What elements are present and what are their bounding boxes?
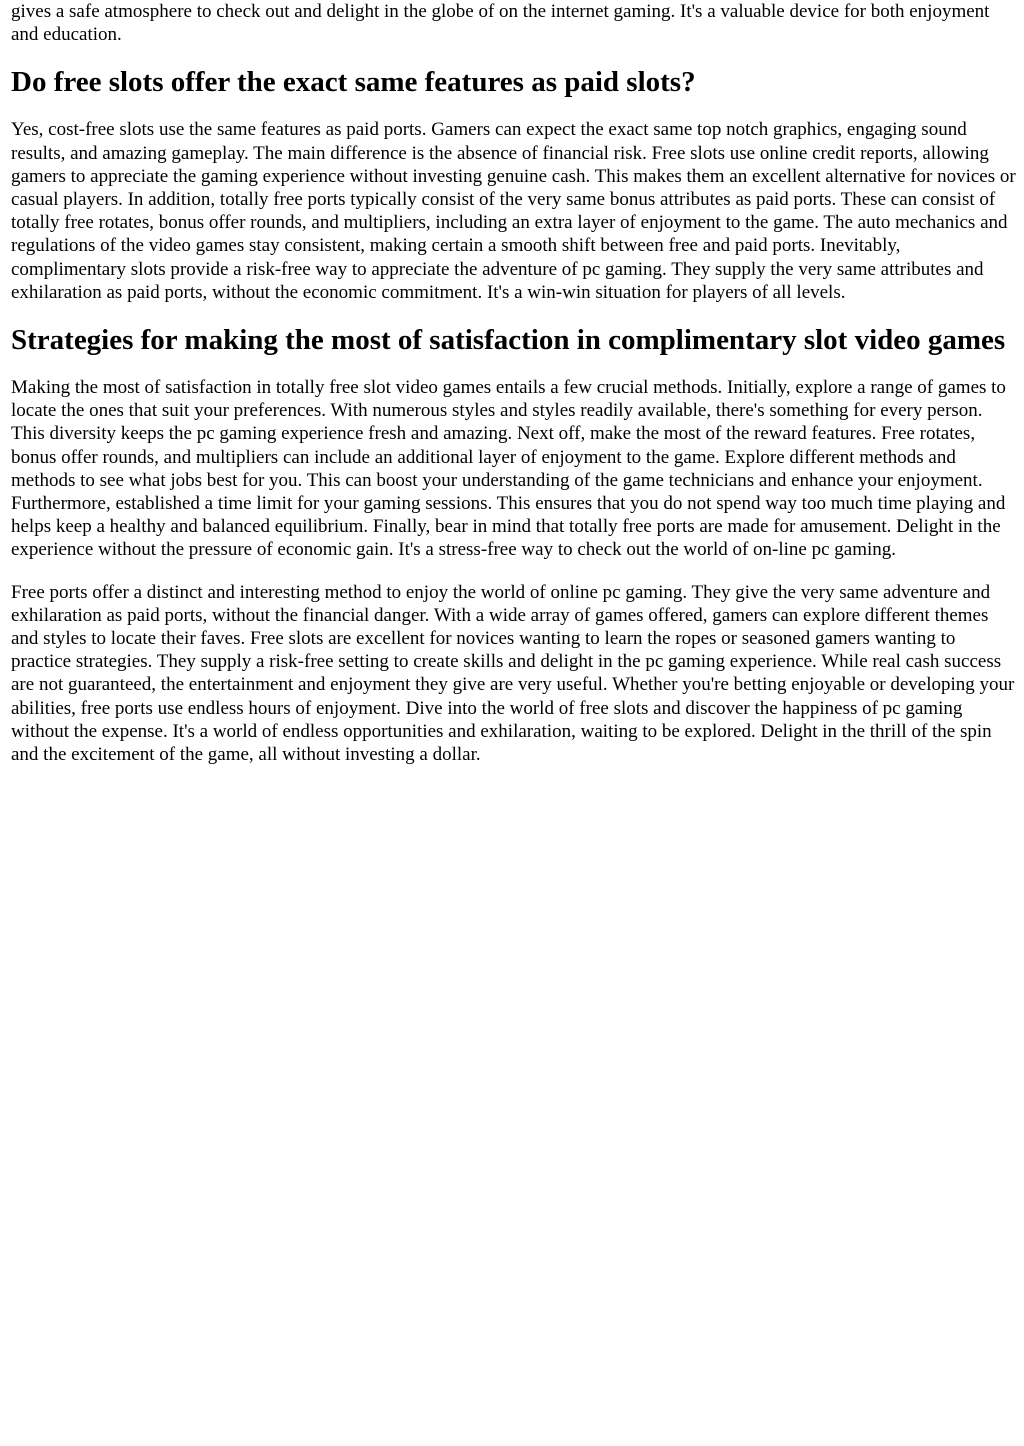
intro-paragraph-fragment: gives a safe atmosphere to check out and delight in the globe of on the internet gaming. It's a valuable device for both enjoyment and education. (11, 1, 990, 46)
section-paragraph-free-vs-paid: Yes, cost-free slots use the same features as paid ports. Gamers can expect the exact same top notch graphics, engaging sound results, and amazing gameplay. The main difference is the absence of financial risk. Free slots use online credit reports, allowing gamers to appreciate the gaming experience without investing genuine cash. This makes them an excellent alternative for novices or casual players. In addition, totally free ports typically consist of the very same bonus attributes as paid ports. These can consist of totally free rotates, bonus offer rounds, and multipliers, including an extra layer of enjoyment to the game. The auto mechanics and regulations of the video games stay consistent, making certain a smooth shift between free and paid ports. Inevitably, complimentary slots provide a risk-free way to appreciate the adventure of pc gaming. They supply the very same attributes and exhilaration as paid ports, without the economic commitment. It's a win-win situation for players of all levels. (11, 119, 1016, 303)
section-heading-strategies: Strategies for making the most of satisfaction in complimentary slot video games (11, 324, 1006, 357)
section-paragraph-strategies: Making the most of satisfaction in totally free slot video games entails a few crucial methods. Initially, explore a range of games to locate the ones that suit your preferences. With numerous styles and styles readily available, there's something for every person. This diversity keeps the pc gaming experience fresh and amazing. Next off, make the most of the reward features. Free rotates, bonus offer rounds, and multipliers can include an additional layer of enjoyment to the game. Explore different methods and methods to see what jobs best for you. This can boost your understanding of the game technicians and enhance your enjoyment. Furthermore, established a time limit for your gaming sessions. This ensures that you do not spend way too much time playing and helps keep a healthy and balanced equilibrium. Finally, bear in mind that totally free ports are made for amusement. Delight in the experience without the pressure of economic gain. It's a stress-free way to check out the world of on-line pc gaming. (11, 377, 1006, 561)
section-paragraph-conclusion: Free ports offer a distinct and interesting method to enjoy the world of online pc gaming. They give the very same adventure and exhilaration as paid ports, without the financial danger. With a wide array of games offered, gamers can explore different themes and styles to locate their faves. Free slots are excellent for novices wanting to learn the ropes or seasoned gamers wanting to practice strategies. They supply a risk-free setting to create skills and delight in the pc gaming experience. While real cash success are not guaranteed, the entertainment and enjoyment they give are very useful. Whether you're betting enjoyable or developing your abilities, free ports use endless hours of enjoyment. Dive into the world of free slots and discover the happiness of pc gaming without the expense. It's a world of endless opportunities and exhilaration, waiting to be explored. Delight in the thrill of the spin and the excitement of the game, all without investing a dollar. (11, 581, 1015, 766)
section-heading-free-vs-paid: Do free slots offer the exact same features as paid slots? (11, 66, 696, 99)
